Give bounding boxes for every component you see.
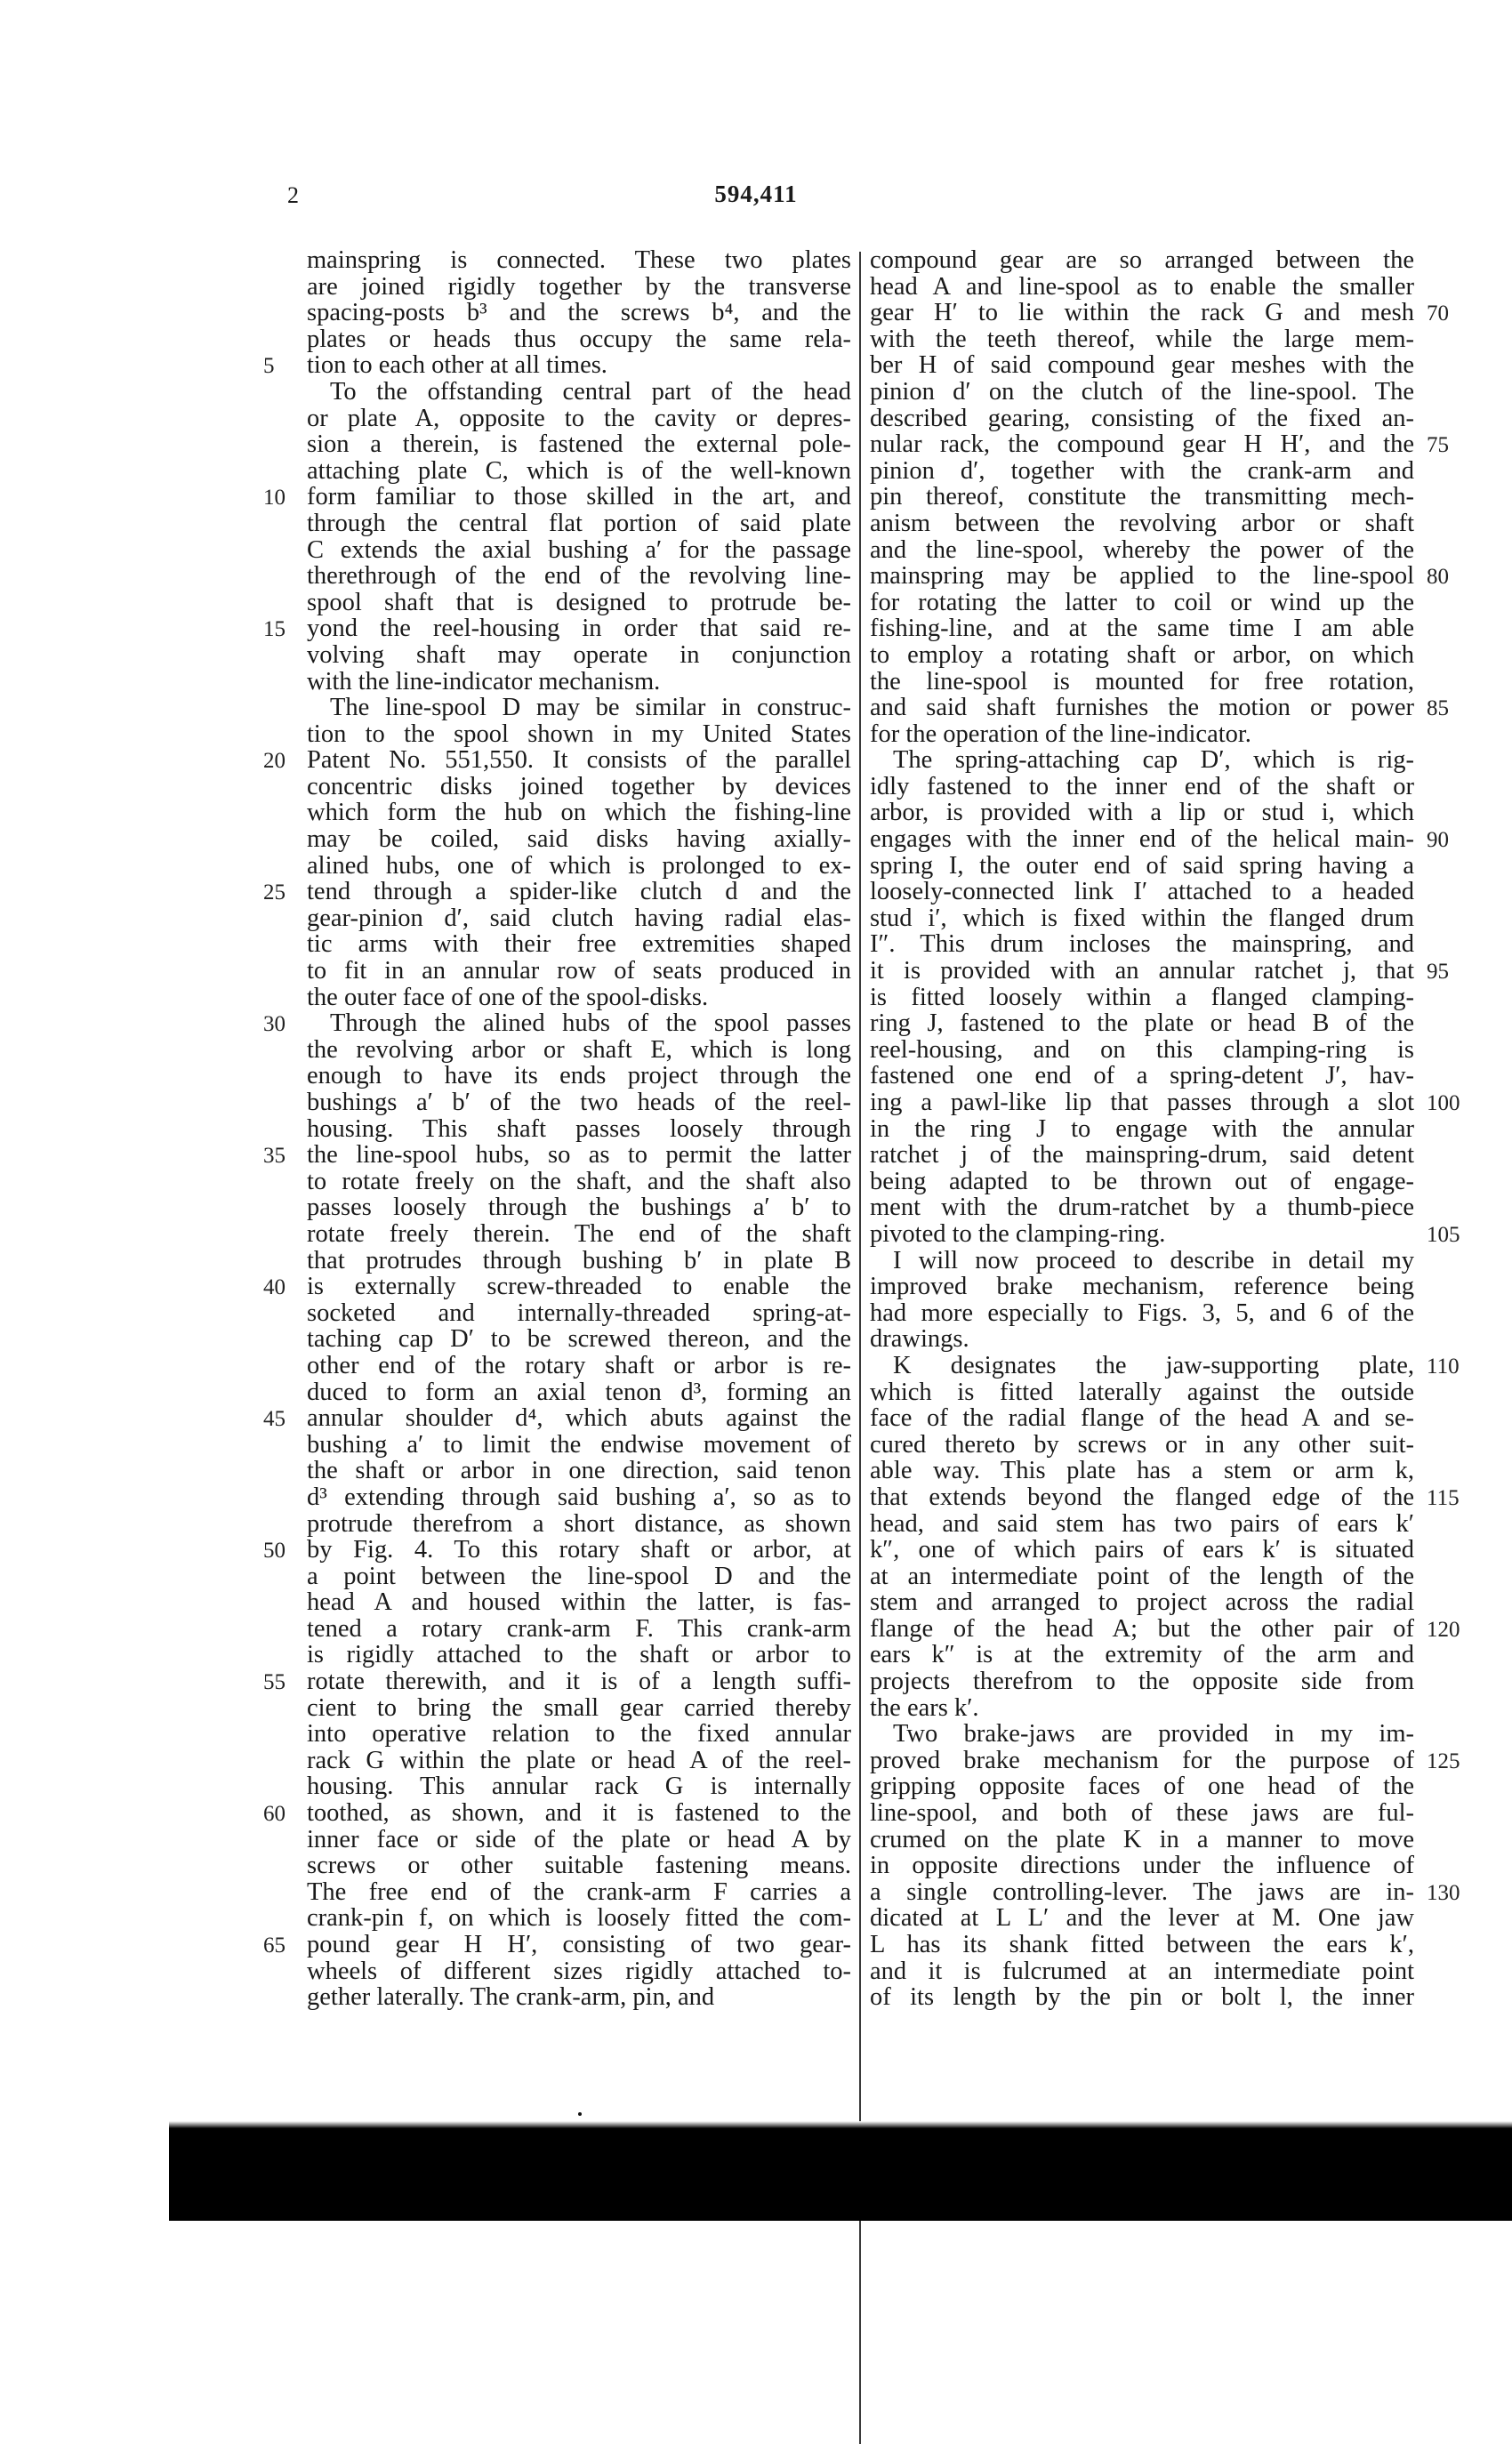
scan-bottom-bar [169,2128,1512,2221]
scan-speck [578,2112,582,2116]
text-line: with the teeth thereof, while the large mem- [870,325,1414,353]
text-line: alined hubs, one of which is prolonged to ex- [307,851,851,880]
text-line: pivoted to the clamping-ring. [870,1219,1166,1248]
text-line: is rigidly attached to the shaft or arbor to [307,1641,851,1669]
text-line: screws or other suitable fastening means. [307,1852,851,1880]
text-line: d³ extending through said bushing a′, so as to [307,1483,851,1511]
text-line: therethrough of the end of the revolving line- [307,562,851,591]
text-line: form familiar to those skilled in the art, and [307,483,851,511]
text-line: the ears k′. [870,1693,979,1722]
text-line: protrude therefrom a short distance, as shown [307,1509,851,1538]
text-line: projects therefrom to the opposite side from [870,1668,1414,1696]
line-number: 35 [263,1144,286,1169]
text-line: to rotate freely on the shaft, and the shaft also [307,1167,851,1195]
text-line: k″, one of which pairs of ears k′ is situated [870,1536,1414,1564]
text-line: flange of the head A; but the other pair of [870,1614,1414,1643]
text-line: had more especially to Figs. 3, 5, and 6 of the [870,1298,1414,1327]
text-line: head, and said stem has two pairs of ears k′ [870,1509,1414,1538]
text-line: through the central flat portion of said plate [307,509,851,537]
text-line: at an intermediate point of the length of the [870,1562,1414,1590]
text-line: tic arms with their free extremities shaped [307,930,851,959]
line-number: 70 [1427,301,1449,326]
text-line: The spring-attaching cap D′, which is rig- [893,746,1414,775]
text-line: ment with the drum-ratchet by a thumb-piece [870,1194,1414,1222]
text-line: tion to the spool shown in my United States [307,720,851,748]
text-line: rotate therewith, and it is of a length suffi- [307,1668,851,1696]
text-line: toothed, as shown, and it is fastened to the [307,1799,851,1828]
text-line: gripping opposite faces of one head of the [870,1773,1414,1801]
text-line: of its length by the pin or bolt l, the inner [870,1983,1414,2012]
text-line: and said shaft furnishes the motion or power [870,694,1414,722]
text-line: crumed on the plate K in a manner to move [870,1825,1414,1853]
text-line: that protrudes through bushing b′ in plate B [307,1246,851,1274]
text-line: pinion d′, together with the crank-arm and [870,456,1414,485]
text-line: face of the radial flange of the head A and se- [870,1404,1414,1433]
text-line: being adapted to be thrown out of engage- [870,1167,1414,1195]
text-line: compound gear are so arranged between the [870,246,1414,274]
text-line: idly fastened to the inner end of the shaft or [870,772,1414,800]
line-number: 115 [1427,1486,1460,1511]
text-line: housing. This shaft passes loosely through [307,1114,851,1143]
text-line: yond the reel-housing in order that said re- [307,615,851,643]
line-number: 5 [263,354,275,379]
text-line: the revolving arbor or shaft E, which is long [307,1035,851,1064]
text-line: ratchet j of the mainspring-drum, said detent [870,1141,1414,1170]
text-line: Through the alined hubs of the spool passes [330,1009,851,1038]
text-line: proved brake mechanism for the purpose of [870,1746,1414,1774]
text-line: which form the hub on which the fishing-line [307,799,851,827]
line-number: 50 [263,1539,286,1564]
text-line: that extends beyond the flanged edge of the [870,1483,1414,1511]
line-number: 60 [263,1802,286,1827]
line-number: 95 [1427,960,1449,985]
text-line: for rotating the latter to coil or wind up the [870,588,1414,616]
text-line: a single controlling-lever. The jaws are in- [870,1877,1414,1906]
text-line: it is provided with an annular ratchet j, that [870,957,1414,985]
text-line: ears k″ is at the extremity of the arm and [870,1641,1414,1669]
text-line: cient to bring the small gear carried thereby [307,1693,851,1722]
text-line: The line-spool D may be similar in construc- [330,694,851,722]
text-line: in the ring J to engage with the annular [870,1114,1414,1143]
text-line: cured thereto by screws or in any other suit- [870,1430,1414,1459]
line-number: 125 [1427,1749,1460,1774]
text-line: L has its shank fitted between the ears k′, [870,1931,1414,1958]
text-line: engages with the inner end of the helical main- [870,825,1414,854]
text-line: a point between the line-spool D and the [307,1562,851,1590]
text-line: passes loosely through the bushings a′ b′ to [307,1194,851,1222]
line-number: 85 [1427,696,1449,721]
text-line: which is fitted laterally against the outside [870,1378,1414,1406]
text-line: and the line-spool, whereby the power of the [870,535,1414,564]
text-line: mainspring may be applied to the line-spool [870,562,1414,591]
text-line: to employ a rotating shaft or arbor, on which [870,640,1414,669]
text-line: fishing-line, and at the same time I am able [870,615,1414,643]
patent-number: 594,411 [714,181,798,207]
text-line: crank-pin f, on which is loosely fitted the com- [307,1904,851,1933]
text-line: spool shaft that is designed to protrude be- [307,588,851,616]
text-line: drawings. [870,1325,969,1354]
text-line: and it is fulcrumed at an intermediate point [870,1957,1414,1985]
text-line: the line-spool hubs, so as to permit the latter [307,1141,851,1170]
line-number: 80 [1427,565,1449,590]
line-number: 105 [1427,1223,1460,1248]
text-line: gear H′ to lie within the rack G and mesh [870,299,1414,327]
text-line: able way. This plate has a stem or arm k, [870,1457,1414,1485]
line-number: 120 [1427,1618,1460,1643]
text-line: gear-pinion d′, said clutch having radial elas- [307,904,851,932]
line-number: 110 [1427,1355,1460,1379]
text-line: by Fig. 4. To this rotary shaft or arbor, at [307,1536,851,1564]
text-line: stud i′, which is fixed within the flanged drum [870,904,1414,932]
text-line: Patent No. 551,550. It consists of the parallel [307,746,851,775]
text-line: pound gear H H′, consisting of two gear- [307,1931,851,1958]
text-line: sion a therein, is fastened the external pole- [307,430,851,459]
text-line: is externally screw-threaded to enable the [307,1273,851,1301]
text-line: fastened one end of a spring-detent J′, hav- [870,1062,1414,1090]
text-line: head A and line-spool as to enable the smaller [870,272,1414,301]
line-number: 20 [263,749,286,774]
text-line: head A and housed within the latter, is fas- [307,1588,851,1617]
text-line: socketed and internally-threaded spring-at- [307,1298,851,1327]
text-line: plates or heads thus occupy the same rela- [307,325,851,353]
text-line: concentric disks joined together by devices [307,772,851,800]
text-line: annular shoulder d⁴, which abuts against the [307,1404,851,1433]
text-line: into operative relation to the fixed annular [307,1720,851,1749]
text-line: wheels of different sizes rigidly attached to- [307,1957,851,1985]
text-line: in opposite directions under the influence of [870,1852,1414,1880]
text-line: stem and arranged to project across the radial [870,1588,1414,1617]
text-line: To the offstanding central part of the head [330,377,851,406]
text-line: arbor, is provided with a lip or stud i, which [870,799,1414,827]
text-line: duced to form an axial tenon d³, forming an [307,1378,851,1406]
text-line: dicated at L L′ and the lever at M. One jaw [870,1904,1414,1933]
text-line: I″. This drum incloses the mainspring, and [870,930,1414,959]
text-line: tend through a spider-like clutch d and the [307,878,851,906]
line-number: 130 [1427,1881,1460,1906]
text-line: is fitted loosely within a flanged clamping- [870,983,1414,1011]
text-line: reel-housing, and on this clamping-ring is [870,1035,1414,1064]
text-line: volving shaft may operate in conjunction [307,640,851,669]
line-number: 30 [263,1012,286,1037]
line-number: 55 [263,1670,286,1695]
text-line: ing a pawl-like lip that passes through a slot [870,1089,1414,1116]
text-line: pin thereof, constitute the transmitting mech- [870,483,1414,511]
text-line: attaching plate C, which is of the well-known [307,456,851,485]
text-line: enough to have its ends project through the [307,1062,851,1090]
text-line: may be coiled, said disks having axially- [307,825,851,854]
text-line: anism between the revolving arbor or shaft [870,509,1414,537]
text-line: rotate freely therein. The end of the shaft [307,1219,851,1248]
text-line: the outer face of one of the spool-disks. [307,983,709,1011]
text-line: inner face or side of the plate or head A by [307,1825,851,1853]
text-line: or plate A, opposite to the cavity or depres- [307,404,851,432]
page-number: 2 [287,182,299,208]
text-line: mainspring is connected. These two plates [307,246,851,274]
text-line: K designates the jaw-supporting plate, [893,1351,1414,1379]
text-line: tion to each other at all times. [307,351,607,380]
text-line: the shaft or arbor in one direction, said tenon [307,1457,851,1485]
text-line: tened a rotary crank-arm F. This crank-arm [307,1614,851,1643]
line-number: 90 [1427,828,1449,853]
column-rule [859,252,861,2444]
text-line: The free end of the crank-arm F carries a [307,1877,851,1906]
line-number: 75 [1427,433,1449,458]
text-line: spacing-posts b³ and the screws b⁴, and the [307,299,851,327]
text-line: to fit in an annular row of seats produced in [307,957,851,985]
text-line: C extends the axial bushing a′ for the passage [307,535,851,564]
text-line: pinion d′ on the clutch of the line-spool. The [870,377,1414,406]
text-line: gether laterally. The crank-arm, pin, and [307,1983,715,2012]
text-line: line-spool, and both of these jaws are ful- [870,1799,1414,1828]
text-line: loosely-connected link I′ attached to a headed [870,878,1414,906]
text-line: rack G within the plate or head A of the reel- [307,1746,851,1774]
text-line: housing. This annular rack G is internally [307,1773,851,1801]
text-line: ber H of said compound gear meshes with the [870,351,1414,380]
text-line: nular rack, the compound gear H H′, and the [870,430,1414,459]
text-line: improved brake mechanism, reference being [870,1273,1414,1301]
text-line: Two brake-jaws are provided in my im- [893,1720,1414,1749]
scan-edge [169,2121,1512,2128]
line-number: 65 [263,1933,286,1958]
text-line: spring I, the outer end of said spring having a [870,851,1414,880]
text-line: described gearing, consisting of the fixed an- [870,404,1414,432]
line-number: 15 [263,617,286,642]
line-number: 10 [263,486,286,511]
text-line: bushings a′ b′ of the two heads of the reel- [307,1089,851,1116]
text-line: are joined rigidly together by the transverse [307,272,851,301]
left-column [307,247,851,2011]
text-line: the line-spool is mounted for free rotation, [870,667,1414,695]
text-line: I will now proceed to describe in detail my [893,1246,1414,1274]
right-column [870,247,1414,2011]
text-line: taching cap D′ to be screwed thereon, and the [307,1325,851,1354]
text-line: ring J, fastened to the plate or head B of the [870,1009,1414,1038]
line-number: 40 [263,1275,286,1300]
line-number: 45 [263,1407,286,1432]
text-line: with the line-indicator mechanism. [307,667,661,695]
text-line: other end of the rotary shaft or arbor is re- [307,1351,851,1379]
line-number: 100 [1427,1091,1460,1116]
line-number: 25 [263,880,286,905]
text-line: for the operation of the line-indicator. [870,720,1251,748]
text-line: bushing a′ to limit the endwise movement of [307,1430,851,1459]
